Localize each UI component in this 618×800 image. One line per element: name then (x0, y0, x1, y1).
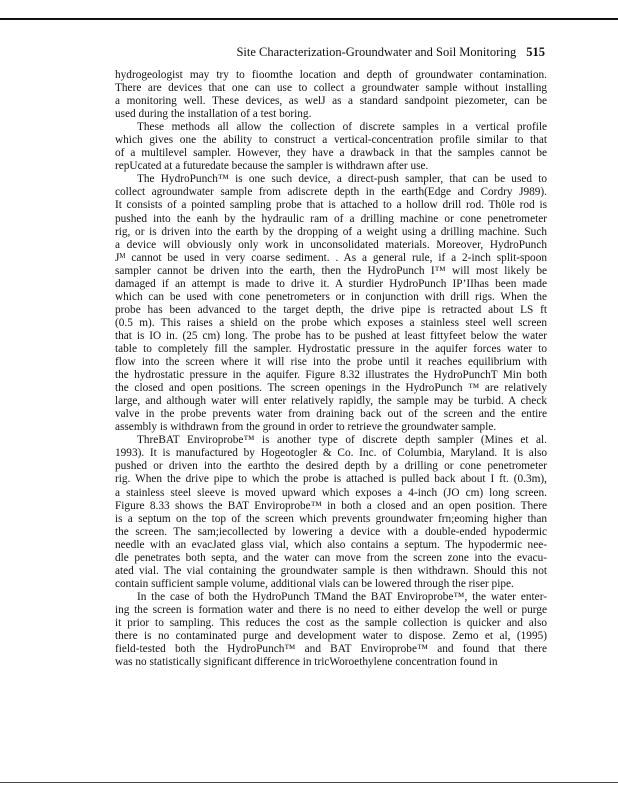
text-line: dle penetrates both septa, and the water can move from the screen zone into the evacu- (115, 551, 547, 564)
running-title: Site Characterization-Groundwater and Soil Monitoring (236, 45, 517, 59)
text-line: a device will obviously only work in unconsolidated materials. Moreover, HydroPunch (115, 238, 547, 251)
text-line: assembly is withdrawn from the ground in order to retrieve the groundwater sample. (115, 421, 497, 434)
text-line: the closed and open positions. The screen openings in the HydroPunch ™ are relatively (115, 382, 547, 395)
text-line: that is IO in. (25 cm) long. The probe has to be pushed at least fittyfeet below the water (115, 329, 547, 342)
text-line: sampler cannot be driven into the earth, then the HydroPunch I™ will most likely be (115, 264, 547, 277)
text-line: it prior to sampling. This reduces the cost as the sample collection is quicker and also (115, 616, 547, 629)
text-line: contain sufficient sample volume, additional vials can be lowered through the riser pipe. (115, 577, 514, 590)
paragraph (115, 69, 547, 121)
text-line: the hydrostatic pressure in the aquifer. Figure 8.32 illustrates the HydroPunchT Min both (115, 369, 547, 382)
text-line: ThreBAT Enviroprobe™ is another type of discrete depth sampler (Mines et al. (137, 434, 547, 447)
text-line: field-tested both the HydroPunch™ and BAT Enviroprobe™ and found that there (115, 643, 547, 656)
text-line: of a multilevel sampler. However, they have a drawback in that the samples cannot be (115, 147, 547, 160)
text-line: flow into the screen where it will rise into the probe until it reaches equilibrium with (115, 356, 547, 369)
page-number: 515 (526, 45, 545, 59)
text-line: Jᴹ cannot be used in very coarse sediment. . As a general rule, if a 2-inch split-spoon (115, 251, 547, 264)
text-line: table to completely fill the sampler. Hydrostatic pressure in the aquifer forces water to (115, 342, 547, 355)
text-line: rig. When the drive pipe to which the probe is attached is pulled back about I ft. (0.3m), (115, 473, 547, 486)
text-line: These methods all allow the collection of discrete samples in a vertical profile (137, 121, 547, 134)
paragraph (115, 434, 547, 591)
text-line: rig, or is driven into the earth by the dropping of a weight using a drilling machine. Such (115, 225, 547, 238)
text-line: repUcated at a futuredate because the sampler is withdrawn after use. (115, 160, 429, 173)
running-header (236, 45, 545, 60)
text-line: is a septum on the top of the screen which prevents groundwater frn;eoming higher than (115, 512, 547, 525)
text-line: damaged if an attempt is made to drive it. A sturdier HydroPunch IP’IIhas been made (115, 277, 547, 290)
paragraph (115, 121, 547, 173)
paragraph (115, 591, 547, 669)
text-line: there is no contaminated purge and development water to dispose. Zemo et al, (1995) (115, 630, 547, 643)
text-line: 1993). It is manufactured by Hogeotogler & Co. Inc. of Columbia, Maryland. It is also (115, 447, 547, 460)
text-line: The HydroPunch™ is one such device, a direct-push sampler, that can be used to (137, 173, 547, 186)
text-line: It consists of a pointed sampling probe that is attached to a hollow drill rod. Th0le rod is (115, 199, 547, 212)
text-line: a stainless steel sleeve is moved upward which exposes a 4-inch (JO cm) long screen. (115, 486, 547, 499)
text-line: a monitoring well. These devices, as welJ as a standard sandpoint piezometer, can be (115, 95, 547, 108)
paragraph (115, 173, 547, 434)
text-line: hydrogeologist may try to fioomthe location and depth of groundwater contamination. (115, 69, 547, 81)
text-line: (0.5 m). This raises a shield on the probe which exposes a stainless steel well screen (115, 316, 547, 329)
text-line: the screen. The sam;iecollected by lowering a device with a double-ended hypodermic (115, 525, 547, 538)
text-line: ing the screen is formation water and there is no need to either develop the well or purge (115, 603, 547, 616)
text-line: pushed into the eanh by the hydraulic ram of a drilling machine or cone penetrometer (115, 212, 547, 225)
text-line: probe has been advanced to the target depth, the drive pipe is retracted about LS ft (115, 303, 547, 316)
text-line: pushed or driven into the earthto the desired depth by a drilling or cone penetrometer (115, 460, 547, 473)
text-line: collect agroundwater sample from adiscrete depth in the earth(Edge and Cordry J989). (115, 186, 547, 199)
text-line: ated vial. The vial containing the groundwater sample is then withdrawn. Should this not (115, 564, 547, 577)
body-text (115, 69, 547, 669)
bottom-rule (0, 782, 618, 783)
text-line: used during the installation of a test boring. (115, 108, 312, 121)
top-rule (0, 18, 618, 20)
text-line: In the case of both the HydroPunch TMand the BAT Enviroprobe™, the water enter- (137, 590, 547, 603)
text-line: needle with an evacJated glass vial, which also contains a septum. The hypodermic nee- (115, 538, 547, 551)
text-line: valve in the probe prevents water from draining back out of the screen and the entire (115, 408, 547, 421)
text-line: which can be used with cone penetrometers or in conjunction with drill rigs. When the (115, 290, 547, 303)
text-line: was no statistically significant difference in tricWoroethylene concentration found in (115, 656, 498, 669)
text-line: There are devices that one can use to collect a groundwater sample without installing (115, 82, 547, 95)
text-line: which gives one the ability to construct a vertical-concentration profile similar to that (115, 134, 547, 147)
text-line: large, and although water will enter relatively rapidly, the sample may be turbid. A check (115, 395, 547, 408)
text-line: Figure 8.33 shows the BAT Enviroprobe™ in both a closed and an open position. There (115, 499, 547, 512)
